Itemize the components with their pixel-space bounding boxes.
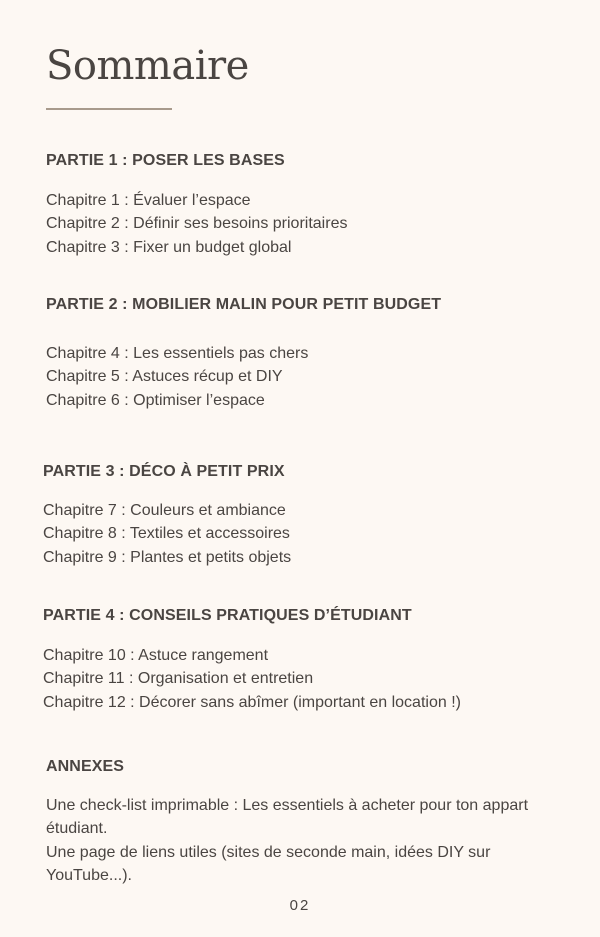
chapter-10: Chapitre 10 : Astuce rangement bbox=[43, 647, 269, 664]
chapter-2: Chapitre 2 : Définir ses besoins prioritaires bbox=[46, 215, 348, 233]
annexes-heading: ANNEXES bbox=[46, 758, 125, 775]
part-2-section bbox=[46, 295, 441, 412]
annex-item-useful-links: Une page de liens utiles (sites de seconde main, idées DIY sur YouTube...). bbox=[46, 843, 491, 884]
part-2-heading: PARTIE 2 : MOBILIER MALIN POUR PETIT BUDGET bbox=[46, 296, 442, 313]
chapter-12: Chapitre 12 : Décorer sans abîmer (important en location !) bbox=[43, 693, 461, 711]
chapter-3: Chapitre 3 : Fixer un budget global bbox=[46, 238, 292, 256]
chapter-7: Chapitre 7 : Couleurs et ambiance bbox=[43, 502, 286, 519]
part-4-section bbox=[43, 606, 461, 714]
part-3-chapter-list bbox=[43, 499, 291, 569]
part-3-heading: PARTIE 3 : DÉCO À PETIT PRIX bbox=[43, 463, 285, 480]
chapter-8: Chapitre 8 : Textiles et accessoires bbox=[43, 525, 290, 543]
part-2-chapter-list bbox=[46, 342, 441, 412]
chapter-9: Chapitre 9 : Plantes et petits objets bbox=[43, 548, 292, 566]
chapter-4: Chapitre 4 : Les essentiels pas chers bbox=[46, 345, 309, 362]
annexes-content bbox=[46, 794, 556, 887]
page-title: Sommaire bbox=[46, 43, 249, 89]
part-1-section bbox=[46, 151, 347, 259]
chapter-6: Chapitre 6 : Optimiser l’espace bbox=[46, 391, 265, 409]
part-4-chapter-list bbox=[43, 644, 461, 714]
chapter-5: Chapitre 5 : Astuces récup et DIY bbox=[46, 368, 283, 386]
annexes-section bbox=[46, 757, 556, 887]
part-1-chapter-list bbox=[46, 189, 347, 259]
chapter-1: Chapitre 1 : Évaluer l’espace bbox=[46, 192, 251, 209]
part-4-heading: PARTIE 4 : CONSEILS PRATIQUES D’ÉTUDIANT bbox=[43, 607, 412, 624]
page-number: 02 bbox=[289, 897, 311, 914]
title-underline bbox=[46, 108, 172, 110]
part-1-heading: PARTIE 1 : POSER LES BASES bbox=[46, 152, 285, 169]
part-3-section bbox=[43, 462, 291, 569]
annex-item-checklist: Une check-list imprimable : Les essentiels à acheter pour ton appart étudiant. bbox=[46, 797, 529, 838]
chapter-11: Chapitre 11 : Organisation et entretien bbox=[43, 670, 314, 688]
